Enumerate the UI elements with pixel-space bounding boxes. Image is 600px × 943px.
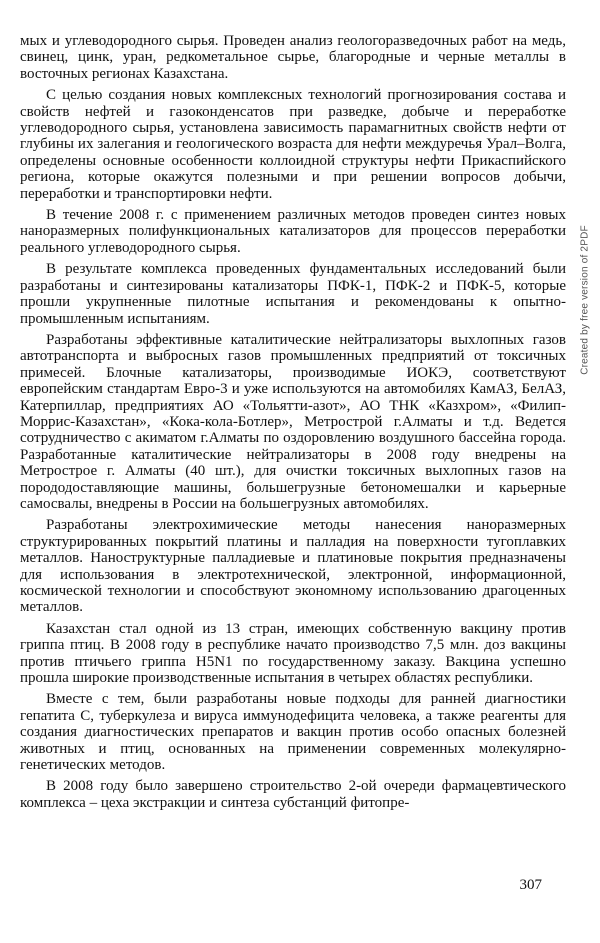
paragraph-9: В 2008 году было завершено строительство 2-ой очереди фармацевтического комплекса – цеха экстракции и синтеза субстанций фитопре- xyxy=(20,778,566,811)
paragraph-4: В результате комплекса проведенных фундаментальных исследований были разработаны и синтезированы катализаторы ПФК-1, ПФК-2 и ПФК-5, которые прошли укрупненные пилотные испытания и рекомендованы к опытно-промышленным испытаниям. xyxy=(20,261,566,327)
paragraph-3: В течение 2008 г. с применением различных методов проведен синтез новых наноразмерных полифункциональных катализаторов для процессов переработки реального углеводородного сырья. xyxy=(20,207,566,256)
paragraph-2: С целью создания новых комплексных технологий прогнозирования состава и свойств нефтей и газоконденсатов при разведке, добыче и переработке углеводородного сырья, установлена зависимость парамагнитных свойств нефти от глубины их залегания и геологического возраста для нефти междуречья Урал–Волга, определены основные особенности коллоидной структуры нефти Прикаспийского региона, которые окажутся полезными и при решении вопросов добычи, переработки и транспортировки нефти. xyxy=(20,87,566,202)
paragraph-1: мых и углеводородного сырья. Проведен анализ геологоразведочных работ на медь, свинец, цинк, уран, редкометальное сырье, благородные и черные металлы в восточных регионах Казахстана. xyxy=(20,33,566,82)
page-body xyxy=(20,33,566,816)
paragraph-8: Вместе с тем, были разработаны новые подходы для ранней диагностики гепатита С, туберкулеза и вируса иммунодефицита человека, а также реагенты для создания диагностических препаратов и вакцин против особо опасных болезней животных и птиц, основанных на применении современных молекулярно-генетических методов. xyxy=(20,691,566,774)
page-number: 307 xyxy=(519,877,542,893)
watermark xyxy=(576,190,594,410)
paragraph-6: Разработаны электрохимические методы нанесения наноразмерных структурированных покрытий платины и палладия на поверхности тугоплавких металлов. Наноструктурные палладиевые и платиновые покрытия предназначены для использования в электротехнической, электронной, информационной, космической технологии и способствуют экономному использованию драгоценных металлов. xyxy=(20,517,566,616)
paragraph-5: Разработаны эффективные каталитические нейтрализаторы выхлопных газов автотранспорта и выбросных газов промышленных предприятий от токсичных примесей. Блочные катализаторы, производимые ИОКЭ, соответствуют европейским стандартам Евро-3 и уже используются на автомобилях КамАЗ, БелАЗ, Катерпиллар, предприятиях АО «Тольятти-азот», АО ТНК «Казхром», «Филип-Моррис-Казахстан», «Кока-кола-Ботлер», Метрострой г.Алматы и т.д. Ведется сотрудничество с акиматом г.Алматы по оздоровлению воздушного бассейна города. Разработанные каталитические нейтрализаторы в 2008 году внедрены на Метрострое г. Алматы (40 шт.), для очистки токсичных выхлопных газов на порододоставляющие машины, большегрузные бетономешалки и карьерные самосвалы, внедрены в России на большегрузных автомобилях. xyxy=(20,331,566,512)
paragraph-7: Казахстан стал одной из 13 стран, имеющих собственную вакцину против гриппа птиц. В 2008 году в республике начато производство 7,5 млн. доз вакцины против птичьего гриппа H5N1 по государственному заказу. Вакцина успешно прошла широкие производственные испытания в четырех областях республики. xyxy=(20,620,566,687)
watermark-text: Created by free version of 2PDF xyxy=(579,225,591,375)
